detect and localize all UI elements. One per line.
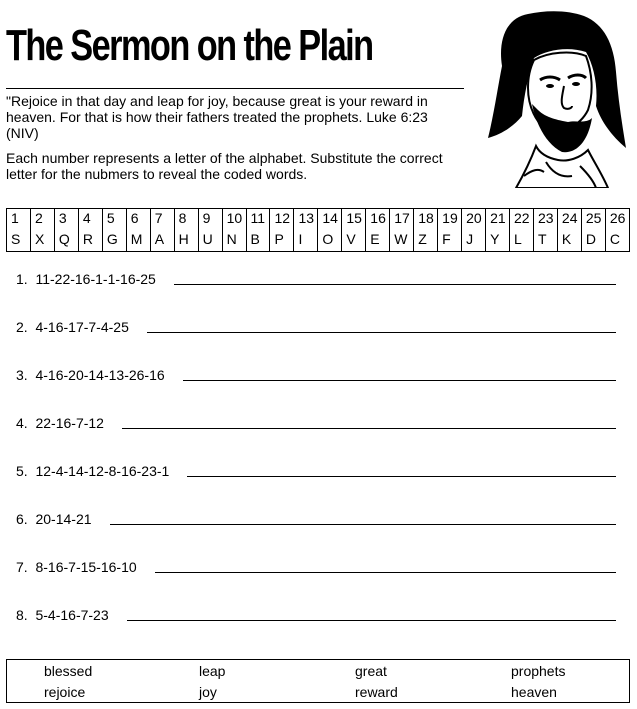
instructions-text: Each number represents a letter of the alphabet. Substitute the correct letter for the nubmers to reveal the coded words. [6, 150, 443, 182]
cipher-letter: V [342, 230, 366, 252]
question-number: 3. [16, 367, 28, 383]
answer-line[interactable] [122, 428, 616, 429]
question-8 [16, 602, 616, 624]
word-bank-word: leap [199, 663, 226, 679]
question-code: 22-16-7-12 [35, 415, 104, 431]
question-number: 1. [16, 271, 28, 287]
cipher-number: 21 [486, 209, 510, 231]
question-number: 4. [16, 415, 28, 431]
cipher-number: 7 [150, 209, 174, 231]
question-7 [16, 554, 616, 576]
cipher-letter: W [390, 230, 414, 252]
cipher-letter: P [270, 230, 294, 252]
cipher-letter: O [318, 230, 342, 252]
cipher-letter: N [222, 230, 246, 252]
question-code: 20-14-21 [35, 511, 92, 527]
cipher-letter: B [246, 230, 270, 252]
word-bank [6, 659, 630, 703]
question-number: 5. [16, 463, 28, 479]
answer-line[interactable] [110, 524, 616, 525]
cipher-number: 9 [198, 209, 222, 231]
question-3 [16, 362, 616, 384]
question-number: 8. [16, 607, 28, 623]
cipher-letter: I [294, 230, 318, 252]
cipher-letter: G [102, 230, 126, 252]
cipher-number: 23 [533, 209, 557, 231]
cipher-number: 25 [581, 209, 605, 231]
title-underline [6, 88, 464, 89]
word-bank-word: reward [355, 684, 398, 700]
cipher-number: 10 [222, 209, 246, 231]
cipher-number: 5 [102, 209, 126, 231]
word-bank-word: rejoice [44, 684, 86, 700]
jesus-portrait-illustration [476, 6, 632, 188]
word-bank-word: joy [199, 684, 217, 700]
cipher-letter: F [438, 230, 462, 252]
cipher-letter: X [30, 230, 54, 252]
word-bank-word: great [355, 663, 387, 679]
cipher-number: 6 [126, 209, 150, 231]
answer-line[interactable] [127, 620, 616, 621]
cipher-letter: Q [54, 230, 78, 252]
cipher-number: 18 [414, 209, 438, 231]
cipher-number: 14 [318, 209, 342, 231]
cipher-number: 20 [462, 209, 486, 231]
answer-line[interactable] [183, 380, 616, 381]
cipher-number: 24 [557, 209, 581, 231]
cipher-number: 22 [510, 209, 534, 231]
cipher-letter: S [7, 230, 31, 252]
cipher-number: 1 [7, 209, 31, 231]
cipher-letter: H [174, 230, 198, 252]
question-code: 5-4-16-7-23 [35, 607, 109, 623]
cipher-letter: C [605, 230, 629, 252]
cipher-number: 2 [30, 209, 54, 231]
answer-line[interactable] [155, 572, 616, 573]
cipher-number: 8 [174, 209, 198, 231]
question-code: 8-16-7-15-16-10 [35, 559, 137, 575]
word-bank-word: prophets [511, 663, 566, 679]
cipher-letter: M [126, 230, 150, 252]
cipher-letter: J [462, 230, 486, 252]
cipher-number: 26 [605, 209, 629, 231]
word-bank-word: blessed [44, 663, 93, 679]
question-code: 11-22-16-1-1-16-25 [35, 271, 156, 287]
cipher-letter: D [581, 230, 605, 252]
cipher-number: 12 [270, 209, 294, 231]
cipher-key-table [6, 208, 630, 252]
cipher-letter: R [78, 230, 102, 252]
cipher-letter: E [366, 230, 390, 252]
question-number: 6. [16, 511, 28, 527]
question-code: 12-4-14-12-8-16-23-1 [35, 463, 170, 479]
answer-line[interactable] [174, 284, 616, 285]
scripture-quote: "Rejoice in that day and leap for joy, because great is your reward in heaven. For that is how their fathers treated the prophets. Luke 6:23 (NIV) [6, 93, 428, 141]
cipher-number: 3 [54, 209, 78, 231]
question-number: 2. [16, 319, 28, 335]
question-number: 7. [16, 559, 28, 575]
cipher-number: 16 [366, 209, 390, 231]
cipher-letter: Z [414, 230, 438, 252]
word-bank-word: heaven [511, 684, 557, 700]
cipher-number: 4 [78, 209, 102, 231]
cipher-letter: Y [486, 230, 510, 252]
cipher-number: 15 [342, 209, 366, 231]
cipher-number: 19 [438, 209, 462, 231]
answer-line[interactable] [187, 476, 616, 477]
cipher-letter: L [510, 230, 534, 252]
cipher-letter: A [150, 230, 174, 252]
question-6 [16, 506, 616, 528]
question-code: 4-16-17-7-4-25 [35, 319, 129, 335]
cipher-number: 11 [246, 209, 270, 231]
question-2 [16, 314, 616, 336]
question-code: 4-16-20-14-13-26-16 [35, 367, 165, 383]
cipher-letter: T [533, 230, 557, 252]
answer-line[interactable] [147, 332, 616, 333]
cipher-number-row [7, 209, 630, 231]
question-5 [16, 458, 616, 480]
question-1 [16, 266, 616, 288]
cipher-number: 17 [390, 209, 414, 231]
cipher-letter-row [7, 230, 630, 252]
cipher-letter: K [557, 230, 581, 252]
cipher-letter: U [198, 230, 222, 252]
cipher-number: 13 [294, 209, 318, 231]
worksheet-title: The Sermon on the Plain [6, 21, 373, 70]
question-4 [16, 410, 616, 432]
